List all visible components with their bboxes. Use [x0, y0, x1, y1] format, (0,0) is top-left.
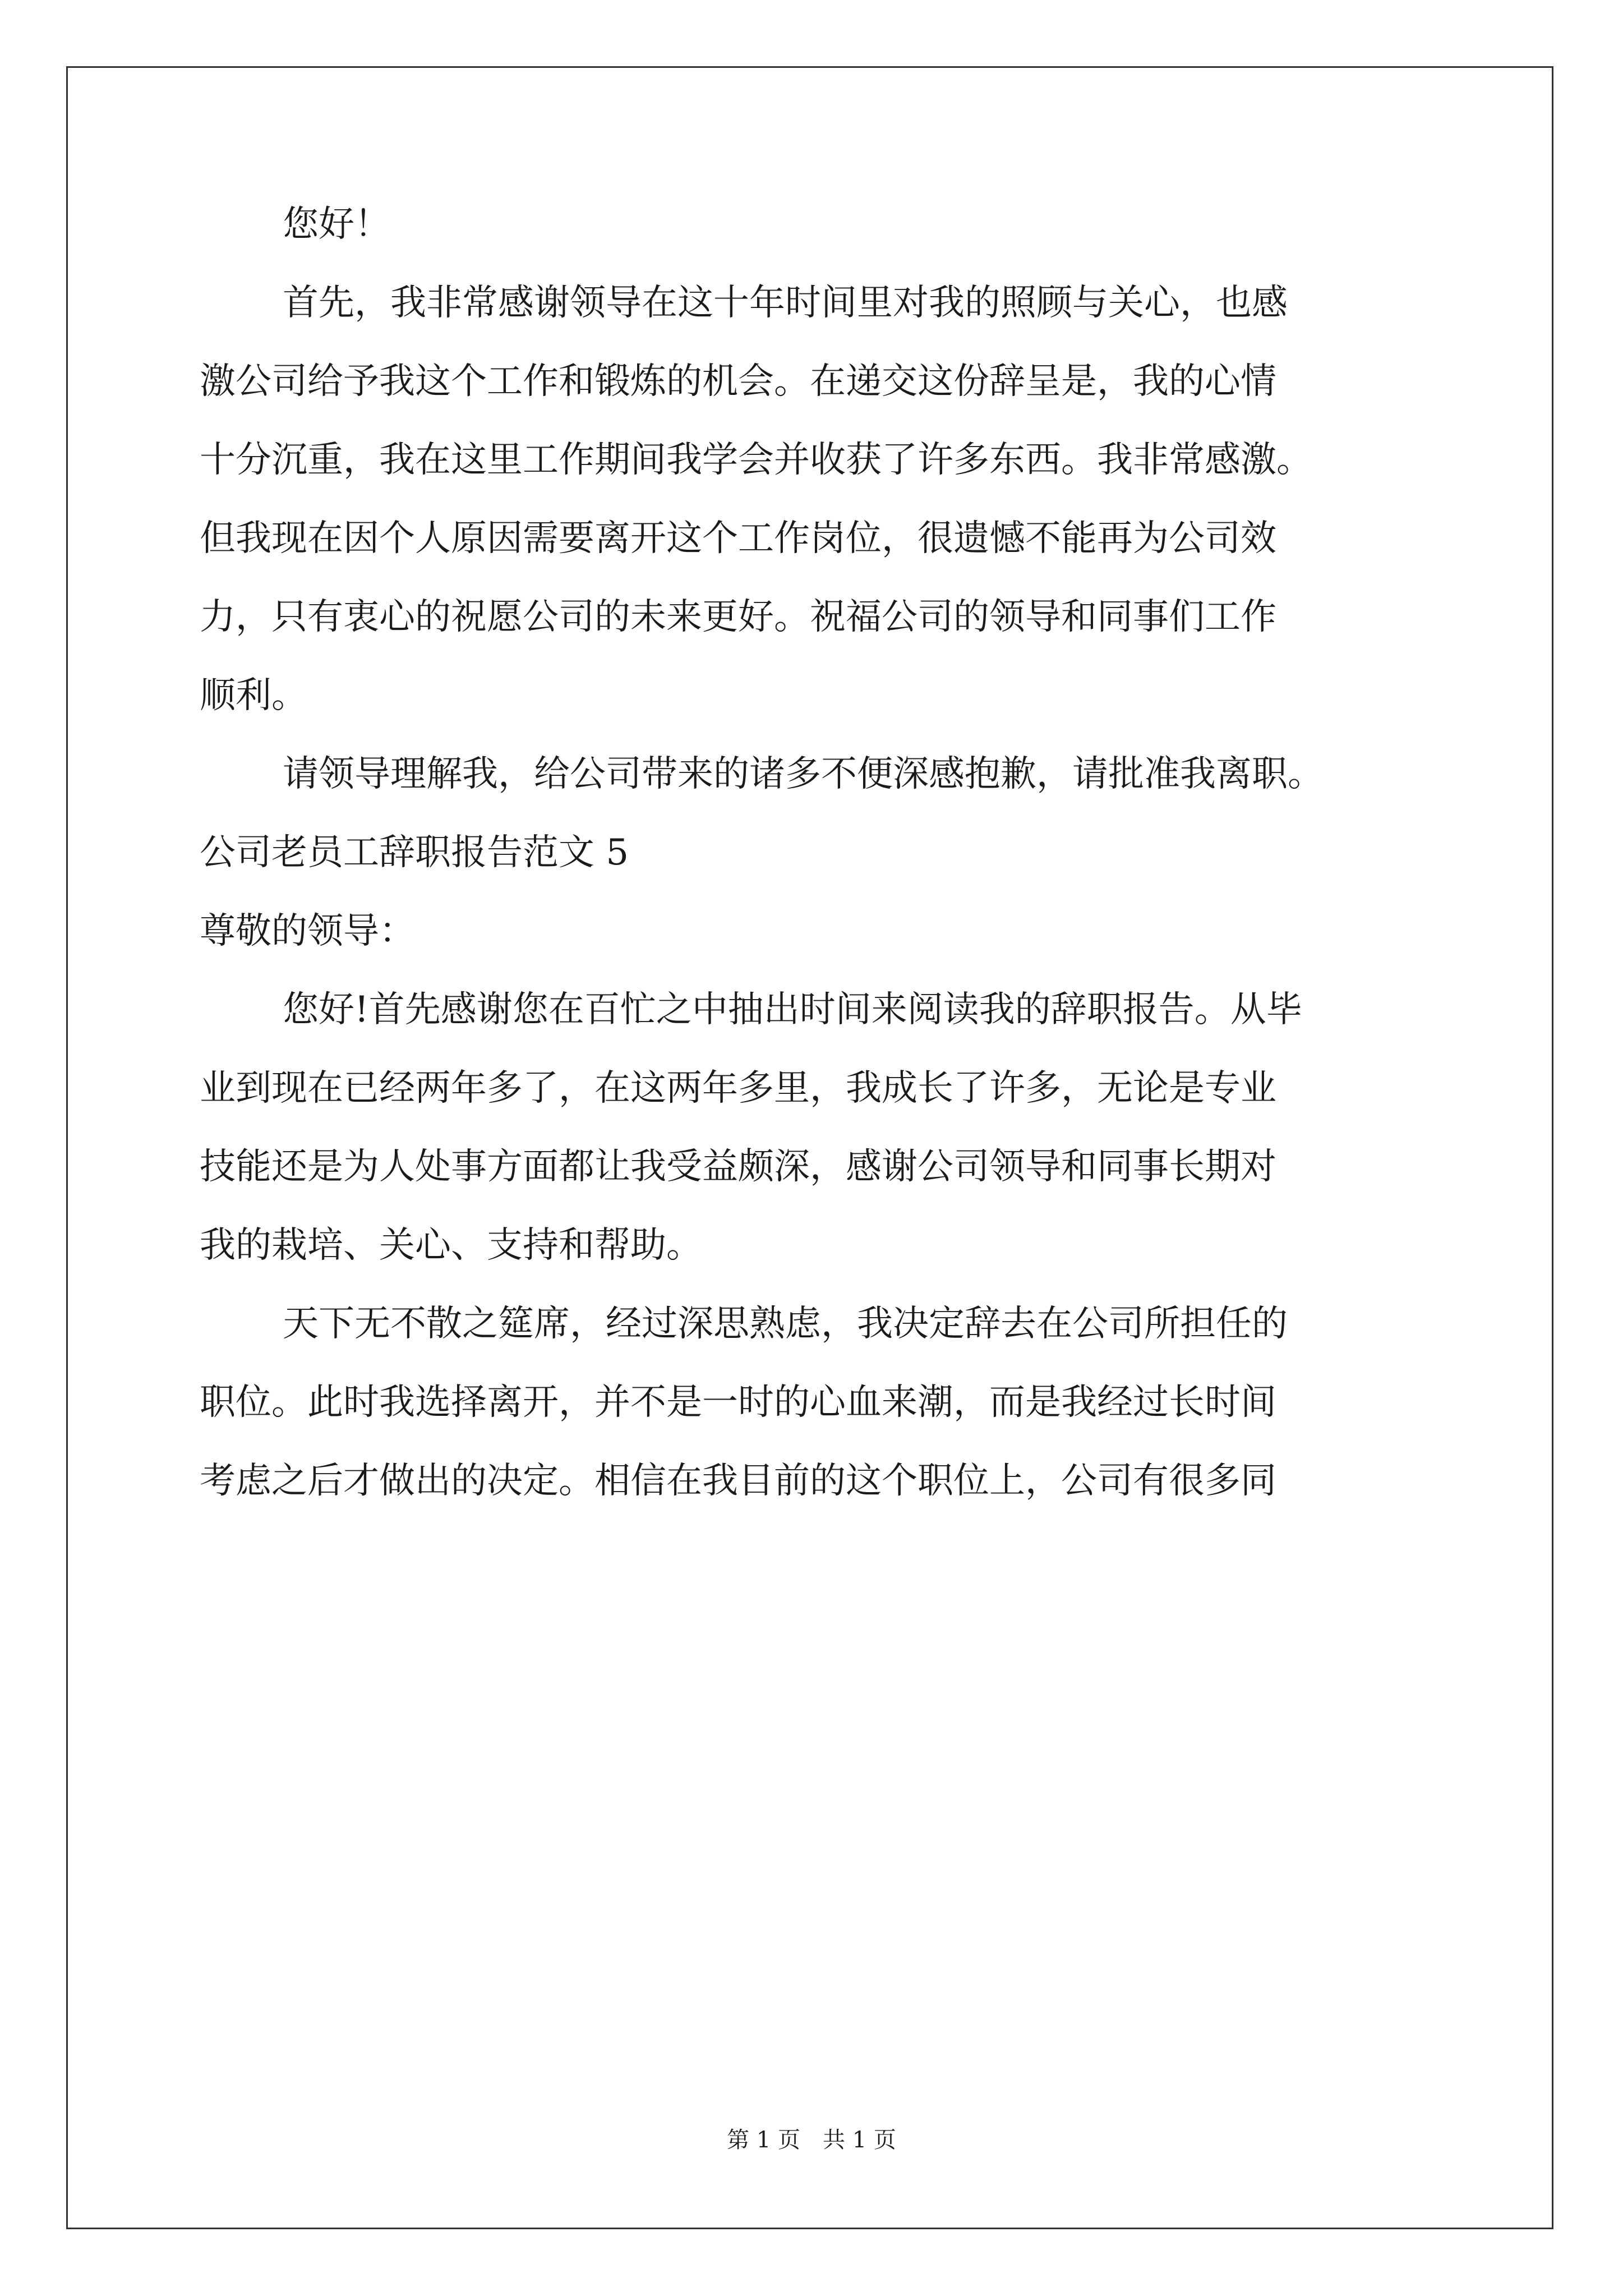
page-footer — [0, 2123, 1623, 2157]
text-line: 首先，我非常感谢领导在这十年时间里对我的照顾与关心，也感 — [283, 282, 1288, 324]
text-line: 请领导理解我，给公司带来的诸多不便深感抱歉，请批准我离职。 — [283, 753, 1324, 795]
document-body — [200, 185, 1433, 1520]
page-number: 第 1 页 — [727, 2127, 800, 2153]
text-line: 顺利。 — [200, 675, 307, 716]
section-heading: 公司老员工辞职报告范文 5 — [200, 832, 629, 873]
text-line: 技能还是为人处事方面都让我受益颇深，感谢公司领导和同事长期对 — [200, 1146, 1276, 1188]
text-line: 职位。此时我选择离开，并不是一时的心血来潮，而是我经过长时间 — [200, 1382, 1276, 1423]
text-line: 十分沉重，我在这里工作期间我学会并收获了许多东西。我非常感激。 — [200, 439, 1312, 481]
text-line: 但我现在因个人原因需要离开这个工作岗位，很遗憾不能再为公司效 — [200, 518, 1276, 559]
text-line: 您好！ — [283, 204, 390, 245]
text-line: 我的栽培、关心、支持和帮助。 — [200, 1225, 702, 1266]
text-line: 天下无不散之筵席，经过深思熟虑，我决定辞去在公司所担任的 — [283, 1303, 1288, 1345]
text-line: 您好!首先感谢您在百忙之中抽出时间来阅读我的辞职报告。从毕 — [283, 989, 1302, 1030]
page-total: 共 1 页 — [823, 2127, 896, 2153]
text-line: 业到现在已经两年多了，在这两年多里，我成长了许多，无论是专业 — [200, 1068, 1276, 1109]
text-line: 力，只有衷心的祝愿公司的未来更好。祝福公司的领导和同事们工作 — [200, 596, 1276, 638]
text-line: 激公司给予我这个工作和锻炼的机会。在递交这份辞呈是，我的心情 — [200, 361, 1276, 402]
text-line: 考虑之后才做出的决定。相信在我目前的这个职位上，公司有很多同 — [200, 1460, 1276, 1502]
salutation: 尊敬的领导： — [200, 910, 415, 952]
